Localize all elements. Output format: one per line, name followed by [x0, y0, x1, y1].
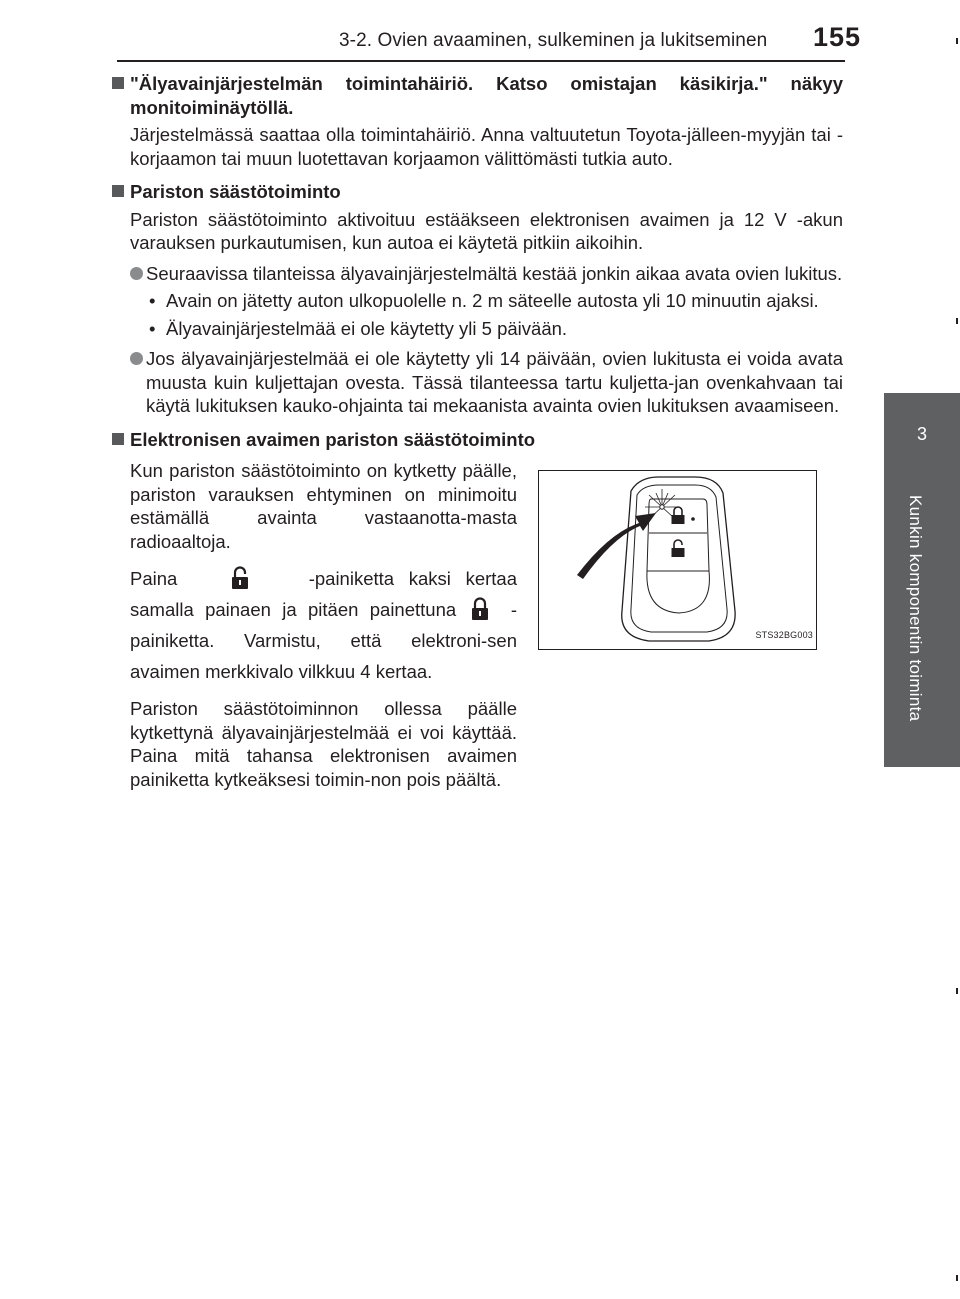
sub-list-item-text: Älyavainjärjestelmää ei ole käytetty yli 5 päivään. — [166, 317, 568, 339]
heading-text: Elektronisen avaimen pariston säästötoiminto — [130, 428, 536, 450]
figure-code: STS32BG003 — [755, 629, 813, 640]
paragraph-text: -painiketta kaksi kertaa samalla painaen ja pitäen painettuna — [130, 568, 517, 620]
section-malfunction — [112, 72, 843, 170]
fob-lock-icon — [672, 507, 685, 524]
sub-list-item — [112, 317, 843, 341]
section-battery-saving — [112, 180, 843, 418]
fob-unlock-icon — [672, 540, 685, 557]
section-heading — [112, 72, 843, 119]
square-bullet-icon — [112, 77, 124, 89]
square-bullet-icon — [112, 185, 124, 197]
arrow-icon — [577, 513, 656, 579]
section-key-battery-saving — [112, 428, 843, 792]
key-fob-drawing — [539, 471, 815, 648]
margin-tick — [956, 38, 958, 44]
chapter-title: 3-2. Ovien avaaminen, sulkeminen ja lukitseminen — [339, 30, 768, 51]
page-content — [112, 72, 843, 801]
heading-text: "Älyavainjärjestelmän toimintahäiriö. Katso omistajan käsikirja." näkyy monitoiminäytöllä. — [130, 73, 843, 118]
side-tab-number: 3 — [916, 424, 927, 444]
square-bullet-icon — [112, 433, 124, 445]
text-column — [112, 459, 517, 791]
margin-tick — [956, 1275, 958, 1281]
paragraph — [130, 563, 517, 687]
margin-tick — [956, 318, 958, 324]
circle-bullet-icon — [130, 267, 143, 280]
circle-bullet-icon — [130, 352, 143, 365]
paragraph-text: Paina — [130, 568, 178, 589]
list-item — [112, 262, 843, 286]
heading-text: Pariston säästötoiminto — [130, 181, 341, 202]
list-item-text: Jos älyavainjärjestelmää ei ole käytetty yli 14 päivään, ovien lukitusta ei voida avata muusta kuin kuljettajan ovesta. Tässä tilanteessa tartu kuljetta-jan ovenkahvaan tai käytä lukituksen kauko-ohjainta tai mekaanista avainta ovien lukituksen avaamiseen. — [146, 348, 843, 416]
page-number: 155 — [813, 22, 862, 52]
two-column-block — [112, 459, 843, 791]
paragraph: Järjestelmässä saattaa olla toimintahäiriö. Anna valtuutetun Toyota-jälleen-myyjän tai -korjaamon tai muun luotettavan korjaamon välittömästi tutkia auto. — [130, 124, 843, 169]
bullet-char: • — [149, 290, 156, 311]
paragraph: Pariston säästötoiminto aktivoituu estääkseen elektronisen avaimen ja 12 V -akun varauksen purkautumisen, kun autoa ei käytetä pitkiin aikoihin. — [130, 208, 843, 253]
margin-tick — [956, 988, 958, 994]
bullet-char: • — [149, 317, 156, 339]
paragraph: Pariston säästötoiminnon ollessa päälle kytkettynä älyavainjärjestelmää ei voi käyttää. Paina mitä tahansa elektronisen avaimen painiketta kytkeäksesi toimin-non pois päältä. — [130, 698, 517, 790]
section-heading — [112, 180, 843, 204]
side-tab-label: Kunkin komponentin toiminta — [906, 495, 925, 722]
sub-list-item — [112, 289, 843, 313]
header-rule — [117, 60, 845, 62]
paragraph: Kun pariston säästötoiminto on kytketty päälle, pariston varauksen ehtyminen on minimoitu estämällä avainta vastaanotta-masta radioaaltoja. — [130, 460, 517, 552]
list-item-text: Seuraavissa tilanteissa älyavainjärjestelmältä kestää jonkin aikaa avata ovien lukitus. — [146, 262, 843, 284]
key-fob-illustration — [538, 470, 817, 650]
unlock-icon — [230, 566, 250, 590]
lock-icon — [470, 597, 490, 621]
paragraph-text: -painiketta. Varmistu, että elektroni-sen avaimen merkkivalo vilkkuu 4 kertaa. — [130, 599, 518, 682]
section-heading — [112, 428, 843, 452]
sub-list-item-text: Avain on jätetty auton ulkopuolelle n. 2 m säteelle autosta yli 10 minuutin ajaksi. — [166, 290, 819, 311]
list-item — [112, 347, 843, 418]
